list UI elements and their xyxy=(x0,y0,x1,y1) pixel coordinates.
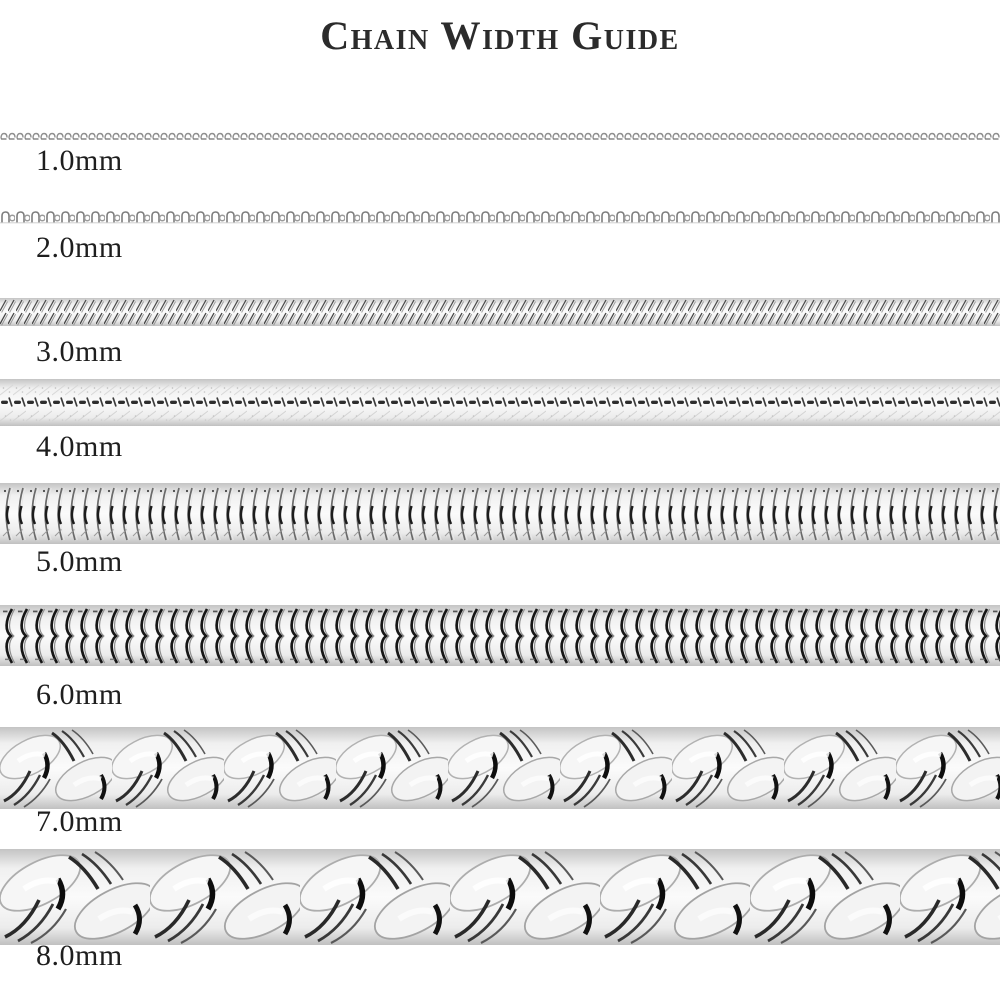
chain-image-2-0mm-box-chain xyxy=(0,209,1000,225)
chain-image-7-0mm-rope-chain xyxy=(0,727,1000,809)
chain-row-7-0mm xyxy=(0,727,1000,839)
chain-width-label: 1.0mm xyxy=(36,144,123,177)
chain-width-label: 7.0mm xyxy=(36,805,123,838)
chain-image-3-0mm-snake-chain xyxy=(0,298,1000,326)
chain-width-label: 3.0mm xyxy=(36,335,123,368)
chain-image-8-0mm-rope-chain xyxy=(0,849,1000,945)
chain-width-label: 4.0mm xyxy=(36,430,123,463)
chain-width-label: 8.0mm xyxy=(36,939,123,972)
chain-row-3-0mm xyxy=(0,298,1000,370)
chain-row-8-0mm xyxy=(0,849,1000,977)
chain-width-label: 6.0mm xyxy=(36,678,123,711)
page-title: Chain Width Guide xyxy=(320,13,680,58)
chain-row-6-0mm xyxy=(0,605,1000,713)
chain-image-1-0mm-box-chain xyxy=(0,131,1000,141)
chain-width-label: 2.0mm xyxy=(36,231,123,264)
chain-image-6-0mm-snake-chain xyxy=(0,605,1000,666)
chain-row-5-0mm xyxy=(0,483,1000,583)
chain-image-5-0mm-snake-chain xyxy=(0,483,1000,544)
chain-row-2-0mm xyxy=(0,209,1000,265)
chain-row-4-0mm xyxy=(0,379,1000,465)
chain-image-4-0mm-snake-chain xyxy=(0,379,1000,426)
chain-width-label: 5.0mm xyxy=(36,545,123,578)
chain-row-1-0mm xyxy=(0,131,1000,177)
